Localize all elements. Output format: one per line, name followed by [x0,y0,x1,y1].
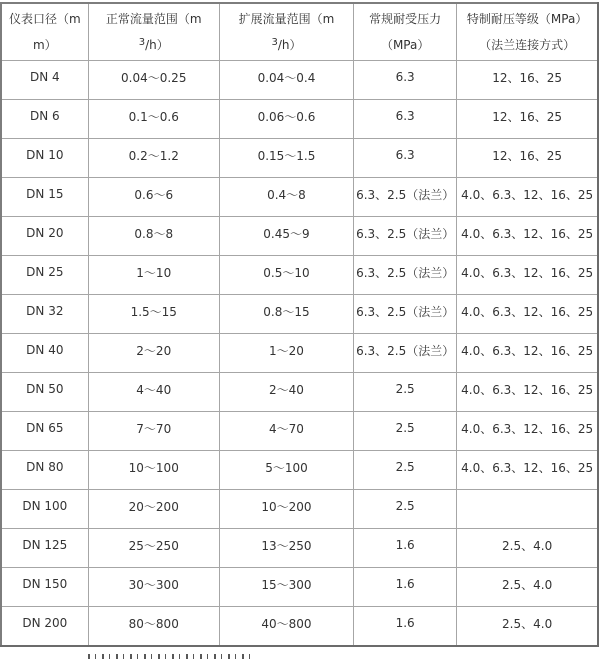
header-row [1,3,598,61]
diameter-cell: DN 150 [1,568,88,607]
table-cell: 0.04～0.4 [219,61,353,100]
table-row [1,529,598,568]
table-cell: 80～800 [88,607,219,647]
table-cell: 1.6 [354,607,457,647]
table-cell: 0.5～10 [219,256,353,295]
table-cell: 2.5 [354,490,457,529]
table-cell: 4～40 [88,373,219,412]
table-cell: 6.3 [354,61,457,100]
diameter-cell: DN 40 [1,334,88,373]
table-cell: 30～300 [88,568,219,607]
table-cell: 2.5 [354,412,457,451]
table-row [1,178,598,217]
table-row [1,568,598,607]
table-cell: 0.6～6 [88,178,219,217]
table-cell: 2～20 [88,334,219,373]
table-cell: 6.3、2.5（法兰） [354,256,457,295]
table-cell: 0.15～1.5 [219,139,353,178]
header-text-post: /h） [145,38,169,52]
table-cell: 12、16、25 [457,100,598,139]
diameter-cell: DN 200 [1,607,88,647]
diameter-cell: DN 100 [1,490,88,529]
table-cell: 6.3 [354,139,457,178]
diameter-cell: DN 4 [1,61,88,100]
table-cell: 6.3、2.5（法兰） [354,178,457,217]
table-cell: 10～200 [219,490,353,529]
table-row [1,490,598,529]
table-cell: 1～20 [219,334,353,373]
table-cell: 1.5～15 [88,295,219,334]
table-cell: 4～70 [219,412,353,451]
table-cell: 2.5 [354,451,457,490]
table-row [1,139,598,178]
col-header-meter-diameter: 仪表口径（mm） [1,3,88,61]
flow-meter-spec-table [0,2,599,647]
header-text-pre: 正常流量范围（m [105,12,202,26]
table-cell: 0.06～0.6 [219,100,353,139]
col-header-extended-flow-range [219,3,353,61]
diameter-cell: DN 125 [1,529,88,568]
table-row [1,412,598,451]
table-row [1,256,598,295]
table-row [1,100,598,139]
table-cell: 0.1～0.6 [88,100,219,139]
table-cell: 2.5 [354,373,457,412]
table-cell: 2.5、4.0 [457,529,598,568]
table-cell: 15～300 [219,568,353,607]
clipped-text-fragment [88,654,253,659]
table-cell: 7～70 [88,412,219,451]
table-cell: 1.6 [354,568,457,607]
table-cell: 12、16、25 [457,61,598,100]
table-cell: 4.0、6.3、12、16、25 [457,334,598,373]
table-cell: 6.3、2.5（法兰） [354,217,457,256]
diameter-cell: DN 10 [1,139,88,178]
diameter-cell: DN 6 [1,100,88,139]
table-cell: 4.0、6.3、12、16、25 [457,256,598,295]
diameter-cell: DN 25 [1,256,88,295]
table-row [1,61,598,100]
table-row [1,451,598,490]
table-cell: 1.6 [354,529,457,568]
table-cell: 20～200 [88,490,219,529]
table-row [1,334,598,373]
table-cell: 0.4～8 [219,178,353,217]
diameter-cell: DN 65 [1,412,88,451]
table-cell: 2.5、4.0 [457,568,598,607]
cubic-superscript: 3 [271,37,278,48]
header-text-post: /h） [277,38,302,52]
table-cell: 4.0、6.3、12、16、25 [457,412,598,451]
table-cell: 25～250 [88,529,219,568]
diameter-cell: DN 20 [1,217,88,256]
table-cell: 13～250 [219,529,353,568]
table-cell: 2～40 [219,373,353,412]
table-row [1,295,598,334]
table-cell: 4.0、6.3、12、16、25 [457,178,598,217]
table-cell: 4.0、6.3、12、16、25 [457,451,598,490]
table-cell [457,490,598,529]
table-row [1,373,598,412]
diameter-cell: DN 80 [1,451,88,490]
cubic-superscript: 3 [138,37,146,48]
diameter-cell: DN 32 [1,295,88,334]
table-cell: 0.2～1.2 [88,139,219,178]
table-cell: 1～10 [88,256,219,295]
table-cell: 6.3、2.5（法兰） [354,334,457,373]
table-cell: 4.0、6.3、12、16、25 [457,217,598,256]
table-cell: 4.0、6.3、12、16、25 [457,373,598,412]
table-cell: 6.3 [354,100,457,139]
col-header-standard-pressure: 常规耐受压力（MPa） [354,3,457,61]
diameter-cell: DN 50 [1,373,88,412]
col-header-normal-flow-range [88,3,219,61]
table-cell: 12、16、25 [457,139,598,178]
table-cell: 5～100 [219,451,353,490]
col-header-special-pressure-rating: 特制耐压等级（MPa）（法兰连接方式） [457,3,598,61]
table-cell: 2.5、4.0 [457,607,598,647]
header-text-pre: 扩展流量范围（m [238,12,335,26]
diameter-cell: DN 15 [1,178,88,217]
table-body [1,61,598,647]
table-cell: 0.45～9 [219,217,353,256]
table-row [1,217,598,256]
table-row [1,607,598,647]
table-cell: 0.8～15 [219,295,353,334]
table-cell: 0.04～0.25 [88,61,219,100]
table-cell: 6.3、2.5（法兰） [354,295,457,334]
table-header [1,3,598,61]
table-cell: 10～100 [88,451,219,490]
table-cell: 40～800 [219,607,353,647]
table-cell: 4.0、6.3、12、16、25 [457,295,598,334]
table-cell: 0.8～8 [88,217,219,256]
